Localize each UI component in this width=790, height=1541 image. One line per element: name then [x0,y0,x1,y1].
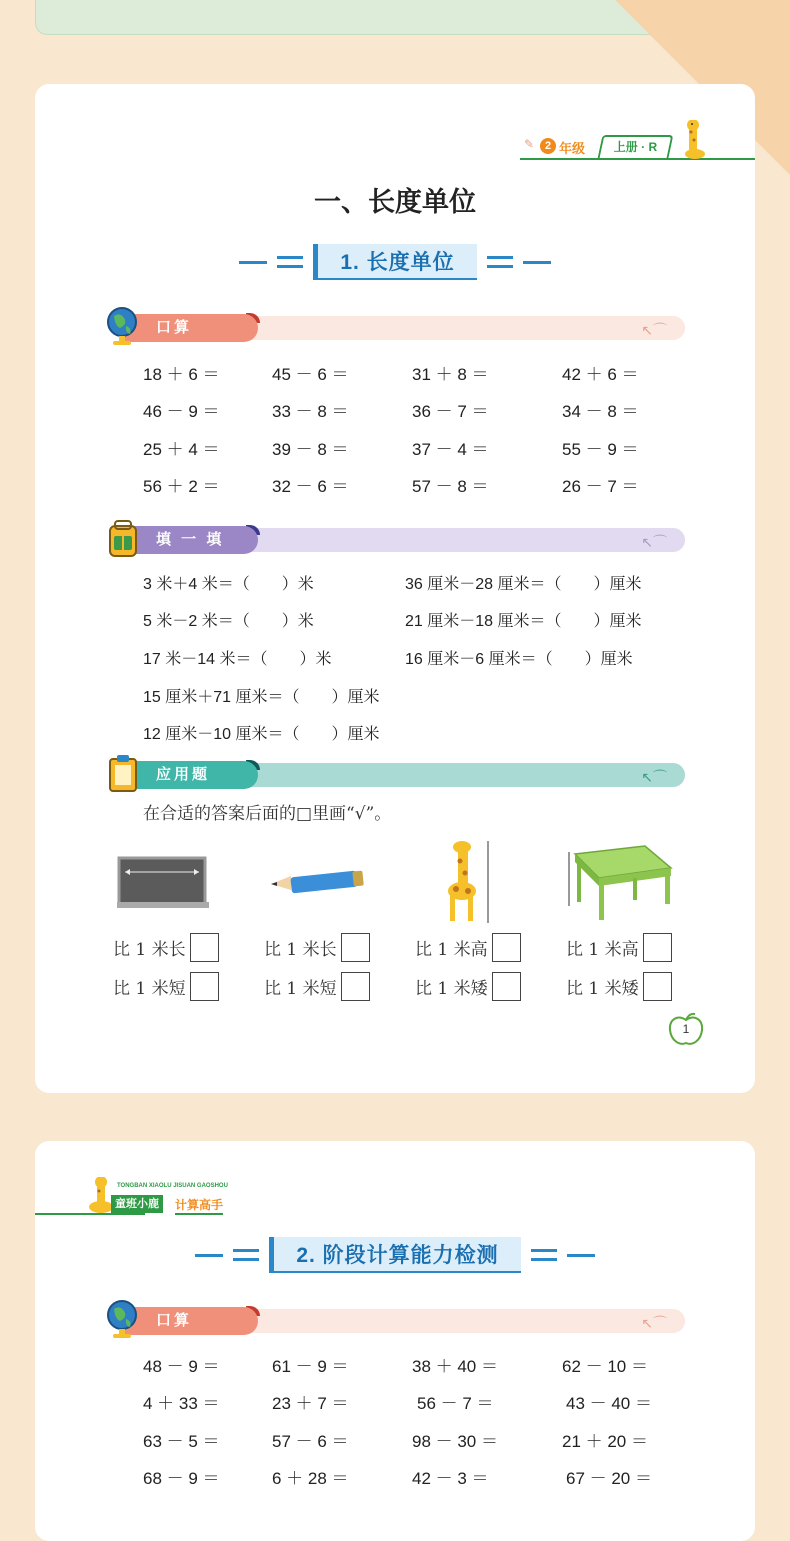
instruction-text: 在合适的答案后面的□里画“√”。 [143,804,392,824]
giraffe-drawing-icon [440,839,496,925]
pencil-drawing-icon [269,866,369,896]
volume-label: 上册 · R [598,135,674,158]
clipboard-icon [106,753,140,795]
answer-checkbox[interactable] [190,933,219,962]
grade-number: 2 [540,138,556,154]
answer-checkbox[interactable] [492,972,521,1001]
option-taller: 比 1 米高 [566,933,672,962]
section-title: 2. 阶段计算能力检测 [269,1237,520,1273]
fill-in-label: 填 一 填 [120,526,258,554]
fill-in-banner [108,526,685,552]
answer-checkbox[interactable] [341,972,370,1001]
swirl-icon: ↖⌒ [641,534,667,550]
oral-calc-label: 口算 [120,1307,258,1335]
answer-checkbox[interactable] [492,933,521,962]
backpack-icon [106,518,140,560]
grade-tag [520,132,755,164]
option-shorter-height: 比 1 米矮 [415,972,521,1001]
swirl-icon: ↖⌒ [641,322,667,338]
word-problem-label: 应用题 [120,761,258,789]
section-title-bar [35,244,755,280]
oral-calc-banner [108,314,685,340]
option-shorter: 比 1 米短 [264,972,370,1001]
option-longer: 比 1 米长 [264,933,370,962]
brand-name: 童班小鹿 [111,1195,163,1213]
option-shorter: 比 1 米短 [113,972,219,1001]
chapter-title: 一、长度单位 [314,187,476,218]
swirl-icon: ↖⌒ [641,769,667,785]
blackboard-icon [117,854,209,910]
swirl-icon: ↖⌒ [641,1315,667,1331]
section-title-bar [35,1237,755,1273]
table-drawing-icon [563,844,675,924]
oral-calc-banner [108,1307,685,1333]
pencil-icon: ✎ [524,137,535,151]
globe-icon [106,306,140,348]
worksheet-page-1: ✎ 2 年级 上册 · R 一、长度单位 1. 长度单位 口算 ↖⌒ 18 ＋ 6 ＝ 45 － 6 ＝ 31 ＋ 8 ＝ 42 ＋ 6 ＝ 46 － 9 ＝ 33 － 8 ＝ 36 － 7 ＝ 34 － 8 ＝ 25 ＋ 4 ＝ 39 － 8 ＝ 37 － 4 ＝ 55 － 9 ＝ 56 ＋ 2 ＝ 32 － 6 ＝ 57 － 8 ＝ 26 － 7 ＝ 填 一 填 ↖⌒ 3 米＋4 米＝（ ）米 36 厘米－28 厘米＝（ ）厘米 5 米－2 米＝（ ）米 21 厘米－18 厘米＝（ ）厘米 17 米－14 米＝（ ）米 16 厘米－6 厘米＝（ ）厘米 15 厘米＋71 厘米＝（ ）厘米 12 厘米－10 厘米＝（ ）厘米 应用题 ↖⌒ 在合适的答案后面的□里画“√”。 比 1 米长 比 1 米短 比 1 米长 比 1 米短 比 1 米高 比 1 米矮 比 1 米高 比 1 米矮 1 [35,84,755,1093]
giraffe-icon [678,120,708,164]
option-taller: 比 1 米高 [415,933,521,962]
page-number-apple: 1 [667,1012,705,1048]
section-title: 1. 长度单位 [313,244,476,280]
worksheet-page-2: TONGBAN XIAOLU JISUAN GAOSHOU 童班小鹿 计算高手 2. 阶段计算能力检测 口算 ↖⌒ 48 － 9 ＝ 61 － 9 ＝ 38 ＋ 40 ＝ 62 － 10 ＝ 4 ＋ 33 ＝ 23 ＋ 7 ＝ 56 － 7 ＝ 43 － 40 ＝ 63 － 5 ＝ 57 － 6 ＝ 98 － 30 ＝ 21 ＋ 20 ＝ 68 － 9 ＝ 6 ＋ 28 ＝ 42 － 3 ＝ 67 － 20 ＝ [35,1141,755,1541]
answer-checkbox[interactable] [643,972,672,1001]
oral-calc-label: 口算 [120,314,258,342]
answer-checkbox[interactable] [643,933,672,962]
brand-pinyin: TONGBAN XIAOLU JISUAN GAOSHOU [117,1183,228,1189]
word-problem-banner [108,761,685,787]
answer-checkbox[interactable] [190,972,219,1001]
brand-slogan: 计算高手 [175,1196,223,1215]
option-shorter-height: 比 1 米矮 [566,972,672,1001]
option-longer: 比 1 米长 [113,933,219,962]
answer-checkbox[interactable] [341,933,370,962]
grade-label: 年级 [559,141,586,156]
brand-header [35,1181,275,1221]
globe-icon [106,1299,140,1341]
